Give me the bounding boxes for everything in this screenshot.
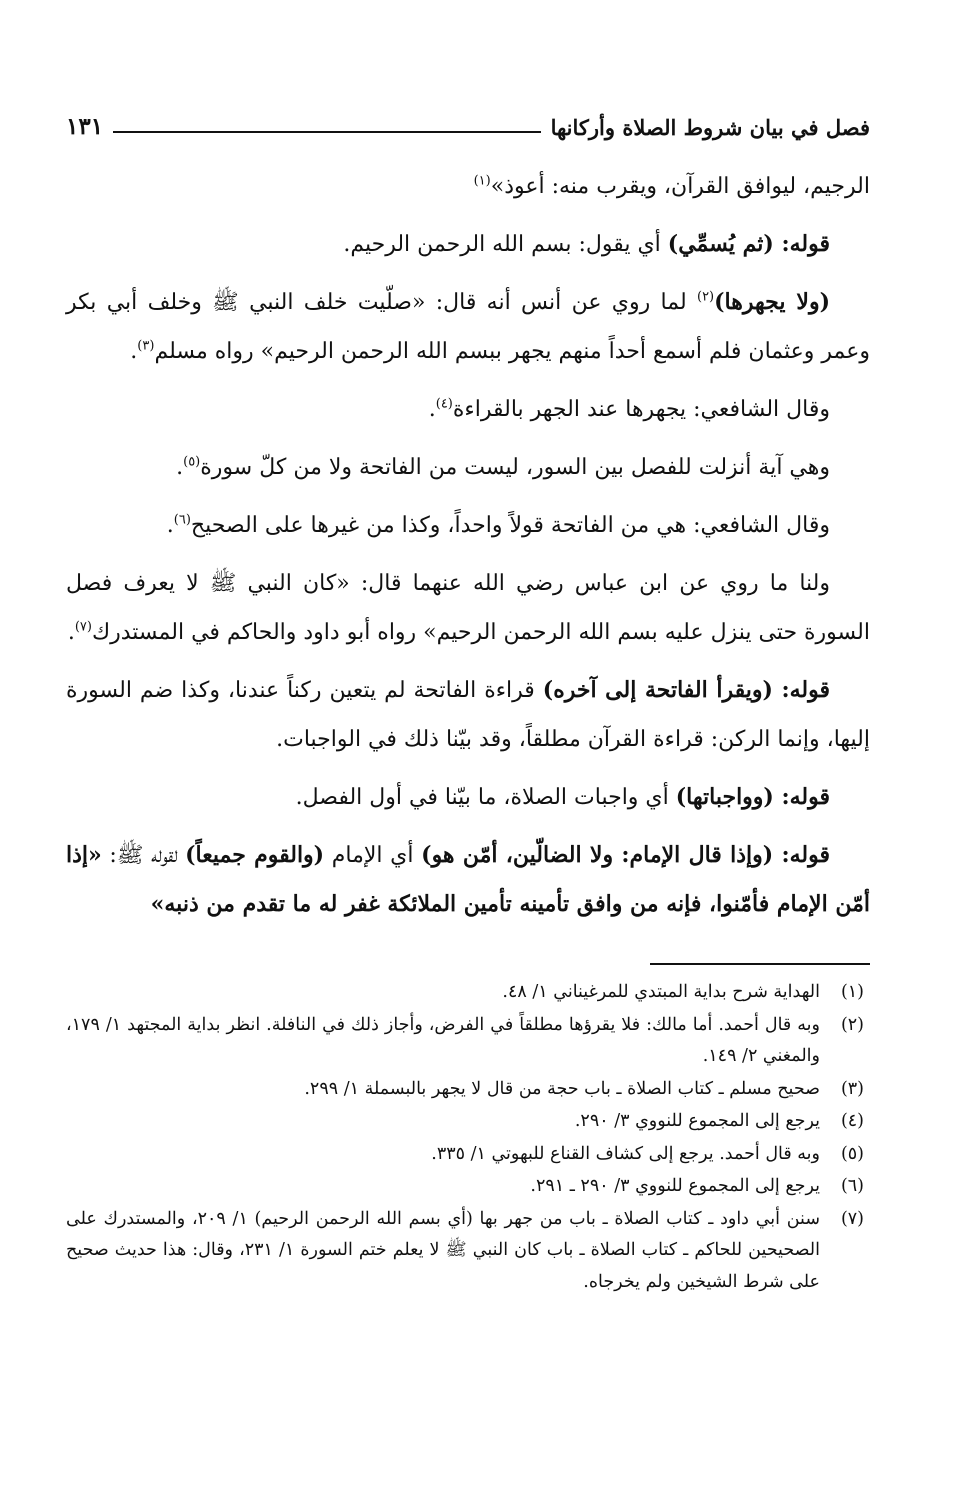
page-header [66,100,870,140]
footnote [66,1074,870,1106]
hadith-quote: «إذا أمّن الإمام فأمّنوا، فإنه من وافق تأمينه تأمين الملائكة غفر له ما تقدم من ذنبه» [66,842,870,917]
paragraph: قوله: (ثم يُسمِّي) أي يقول: بسم الله الرحمن الرحيم. [343,231,830,257]
footnote-separator [650,963,870,965]
footnote-text: صحيح مسلم ـ كتاب الصلاة ـ باب حجة من قال لا يجهر بالبسملة ١/ ٢٩٩. [304,1078,820,1099]
footnotes [66,977,870,1298]
footnote-text: سنن أبي داود ـ كتاب الصلاة ـ باب من جهر بها (أي بسم الله الرحمن الرحيم) ١/ ٢٠٩، والمستدرك على الصحيحين للحاكم ـ كتاب الصلاة ـ باب كان النبي ﷺ لا يعلم ختم السورة ١/ ٢٣١، وقال: هذا حديث صحيح على شرط الشيخين ولم يخرجاه. [66,1208,820,1292]
footnote-number: (٣) [840,1078,864,1099]
paragraph: الرجيم، ليوافق القرآن، ويقرب منه: أعوذ»$^{(١)}$ [473,173,870,199]
footnote-number: (٧) [840,1208,864,1229]
footnote-ref: (١) [473,173,491,189]
footnote [66,977,870,1009]
footnote [66,1139,870,1171]
quoted-term: قوله: (وإذا قال الإمام: ولا الضالّين، أمّن هو) [421,842,830,868]
running-title: فصل في بيان شروط الصلاة وأركانها [550,115,870,140]
quoted-term: (ولا يجهرها) [714,289,830,315]
footnote-number: (٢) [840,1014,864,1035]
footnote-text: وبه قال أحمد. أما مالك: فلا يقرؤها مطلقاً في الفرض، وأجاز ذلك في النافلة. انظر بداية المجتهد ١/ ١٧٩، والمغني ٢/ ١٤٩. [66,1014,820,1066]
footnote [66,1106,870,1138]
footnote-ref: (٦) [173,512,191,528]
quoted-term: قوله: (ثم يُسمِّي) [667,231,830,257]
paragraph: قوله: (وإذا قال الإمام: ولا الضالّين، أمّن هو) أي الإمام (والقوم جميعاً) لقوله ﷺ: «إذا أمّن الإمام فأمّنوا، فإنه من وافق تأمينه تأمين الملائكة غفر له ما تقدم من ذنبه» [66,842,870,917]
header-rule [113,131,541,133]
page-number: ١٣١ [66,113,104,140]
footnote-number: (٦) [840,1176,864,1196]
paragraph: وهي آية أنزلت للفصل بين السور، ليست من الفاتحة ولا من كلّ سورة$^{(٥)}$. [176,454,830,480]
quoted-term: قوله: (وواجباتها) [675,784,830,810]
footnote-text: وبه قال أحمد. يرجع إلى كشاف القناع للبهوتي ١/ ٣٣٥. [431,1143,820,1164]
footnote [66,1204,870,1299]
footnote [66,1010,870,1073]
quoted-term: (والقوم جميعاً) [185,842,325,868]
main-text [66,162,870,929]
footnote-ref: (٧) [74,619,92,635]
footnote-ref: (٣) [137,338,155,354]
paragraph: ولنا ما روي عن ابن عباس رضي الله عنهما قال: «كان النبي ﷺ لا يعرف فصل السورة حتى ينزل عليه بسم الله الرحمن الرحيم» رواه أبو داود والحاكم في المستدرك$^{(٧)}$. [66,571,870,645]
footnote-ref: (٥) [183,454,201,470]
footnote-text: يرجع إلى المجموع للنووي ٣/ ٢٩٠ ـ ٢٩١. [530,1176,820,1196]
paragraph: وقال الشافعي: يجهرها عند الجهر بالقراءة$^{(٤)}$. [428,396,830,422]
quoted-term: قوله: (ويقرأ الفاتحة إلى آخره) [542,677,830,703]
footnote-number: (١) [840,982,864,1002]
footnote-number: (٥) [840,1143,864,1164]
paragraph: (ولا يجهرها)$^{(٢)}$ لما روي عن أنس أنه قال: «صلّيت خلف النبي ﷺ وخلف أبي بكر وعمر وعثمان فلم أسمع أحداً منهم يجهر ببسم الله الرحمن الرحيم» رواه مسلم$^{(٣)}$. [66,289,870,364]
footnote-text: الهداية شرح بداية المبتدي للمرغيناني ١/ ٤٨. [502,982,820,1002]
footnote-number: (٤) [840,1111,864,1131]
footnote [66,1171,870,1203]
footnote-text: يرجع إلى المجموع للنووي ٣/ ٢٩٠. [574,1111,820,1131]
footnote-ref: (٤) [435,396,453,412]
paragraph: وقال الشافعي: هي من الفاتحة قولاً واحداً، وكذا من غيرها على الصحيح$^{(٦)}$. [166,512,830,538]
paragraph: قوله: (ويقرأ الفاتحة إلى آخره) قراءة الفاتحة لم يتعين ركناً عندنا، وكذا ضم السورة إليها، وإنما الركن: قراءة القرآن مطلقاً، وقد بيّنا ذلك في الواجبات. [66,677,870,752]
paragraph: قوله: (وواجباتها) أي واجبات الصلاة، ما بيّنا في أول الفصل. [295,784,830,810]
footnote-ref: (٢) [696,289,715,305]
